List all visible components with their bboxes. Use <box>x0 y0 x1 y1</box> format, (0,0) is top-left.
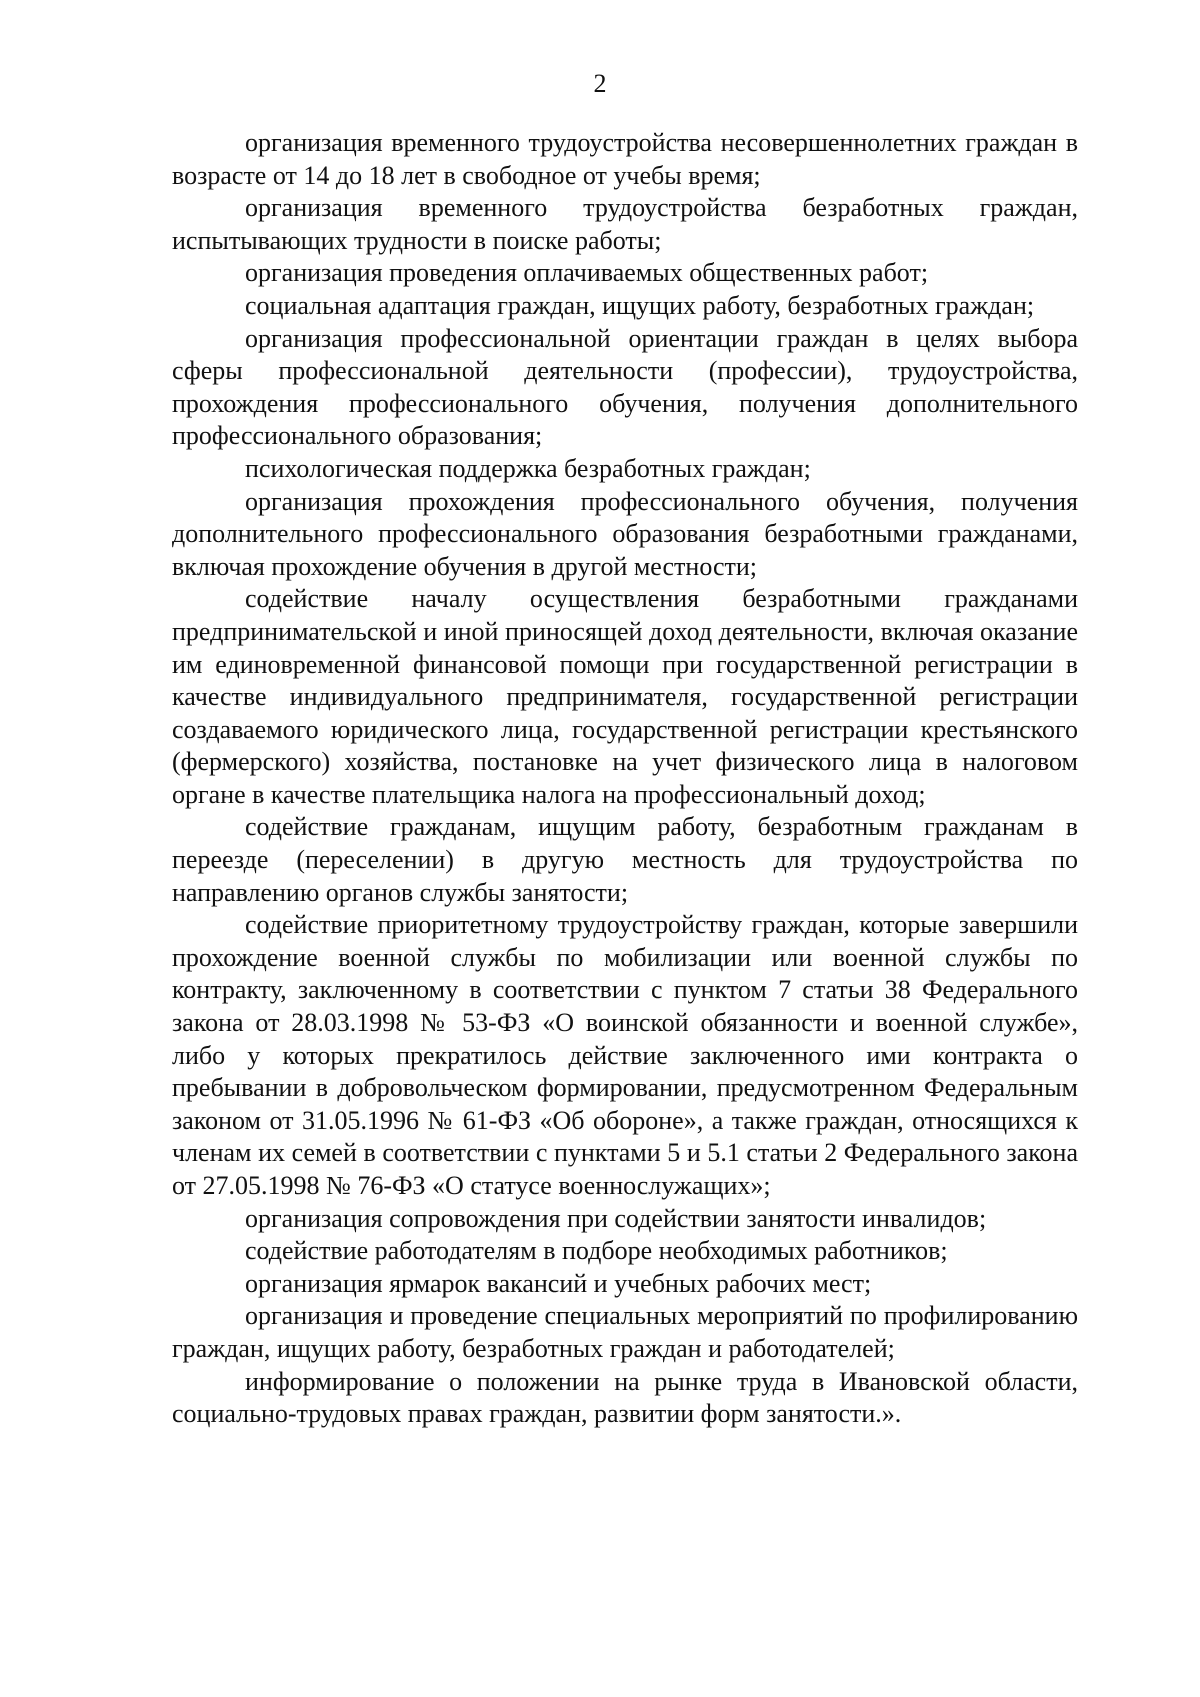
paragraph-9: содействие гражданам, ищущим работу, безработным гражданам в переезде (переселении) в другую местность для трудоустройства по направлению органов службы занятости; <box>172 812 1078 907</box>
paragraph-5: организация профессиональной ориентации граждан в целях выбора сферы профессиональной деятельности (профессии), трудоустройства, прохождения профессионального обучения, получения дополнительного профессионального образования; <box>172 323 1078 451</box>
paragraph-8: содействие началу осуществления безработными гражданами предпринимательской и иной приносящей доход деятельности, включая оказание им единовременной финансовой помощи при государственной регистрации в качестве индивидуального предпринимателя, государственной регистрации создаваемого юридического лица, государственной регистрации крестьянского (фермерского) хозяйства, постановке на учет физического лица в налоговом органе в качестве плательщика налога на профессиональный доход; <box>172 584 1078 809</box>
paragraph-2: организация временного трудоустройства безработных граждан, испытывающих трудности в поиске работы; <box>172 193 1078 255</box>
paragraph-4: социальная адаптация граждан, ищущих работу, безработных граждан; <box>245 290 1035 320</box>
paragraph-11: организация сопровождения при содействии занятости инвалидов; <box>245 1203 987 1233</box>
paragraph-7: организация прохождения профессионального обучения, получения дополнительного профессионального образования безработными гражданами, включая прохождение обучения в другой местности; <box>172 486 1078 581</box>
paragraph-1: организация временного трудоустройства несовершеннолетних граждан в возрасте от 14 до 18 лет в свободное от учебы время; <box>172 128 1078 190</box>
page-number: 2 <box>593 69 607 98</box>
paragraph-13: организация ярмарок вакансий и учебных рабочих мест; <box>245 1268 872 1298</box>
paragraph-3: организация проведения оплачиваемых общественных работ; <box>245 258 929 288</box>
document-body <box>172 127 1078 1431</box>
paragraph-15: информирование о положении на рынке труда в Ивановской области, социально-трудовых правах граждан, развитии форм занятости.». <box>172 1366 1078 1429</box>
paragraph-6: психологическая поддержка безработных граждан; <box>245 453 811 483</box>
paragraph-10: содействие приоритетному трудоустройству граждан, которые завершили прохождение военной службы по мобилизации или военной службы по контракту, заключенному в соответствии с пунктом 7 статьи 38 Федерального закона от 28.03.1998 № 53-ФЗ «О воинской обязанности и военной службе», либо у которых прекратилось действие заключенного ими контракта о пребывании в добровольческом формировании, предусмотренном Федеральным законом от 31.05.1996 № 61-ФЗ «Об обороне», а также граждан, относящихся к членам их семей в соответствии с пунктами 5 и 5.1 статьи 2 Федерального закона от 27.05.1998 № 76-ФЗ «О статусе военнослужащих»; <box>172 910 1078 1200</box>
paragraph-12: содействие работодателям в подборе необходимых работников; <box>245 1236 948 1266</box>
paragraph-14: организация и проведение специальных мероприятий по профилированию граждан, ищущих работу, безработных граждан и работодателей; <box>172 1301 1078 1363</box>
